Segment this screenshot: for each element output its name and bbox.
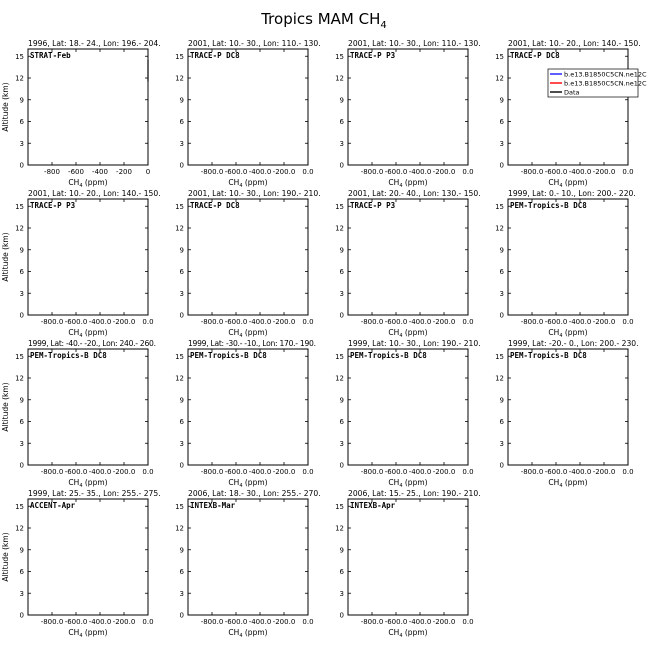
x-tick-label: -600.0 (224, 318, 248, 326)
y-axis-label: Altitude (km) (1, 232, 10, 282)
panel-header: 2001, Lat: 10.- 30., Lon: 110.- 130. (188, 39, 321, 48)
panel-12 (495, 339, 638, 489)
y-tick-label: 15 (335, 502, 344, 511)
y-tick-label: 15 (175, 352, 184, 361)
campaign-label: PEM-Tropics-B DC8 (350, 351, 427, 360)
x-axis-label-subscript: 4 (239, 483, 243, 489)
x-tick-label: -600.0 (384, 618, 408, 626)
y-tick-label: 6 (19, 418, 24, 426)
y-tick-label: 3 (339, 139, 344, 148)
panel-10 (175, 339, 316, 489)
y-tick-label: 9 (179, 396, 184, 405)
x-axis-label-unit: (ppm) (82, 178, 108, 187)
x-tick-label: -200 (116, 168, 132, 176)
y-tick-label: 3 (339, 589, 344, 598)
x-axis-label-unit: (ppm) (562, 178, 588, 187)
x-tick-label: -800.0 (520, 318, 544, 326)
x-axis-label-subscript: 4 (559, 183, 563, 189)
x-axis-label-unit: (ppm) (562, 328, 588, 337)
x-axis-label (228, 478, 267, 489)
y-tick-label: 12 (15, 374, 24, 383)
x-axis-label-main: CH (228, 628, 240, 637)
y-tick-label: 0 (19, 611, 24, 620)
y-tick-label: 15 (15, 202, 24, 211)
y-tick-label: 15 (335, 52, 344, 61)
x-tick-label: -600.0 (64, 468, 88, 476)
x-tick-label: -600.0 (224, 468, 248, 476)
x-tick-label: -800.0 (200, 168, 224, 176)
panel-header: 1999, Lat: -30.- -10., Lon: 170.- 190. (188, 339, 316, 348)
y-tick-label: 12 (495, 74, 504, 83)
x-tick-label: -400 (92, 168, 108, 176)
x-tick-label: -800.0 (360, 618, 384, 626)
x-tick-label: -200.0 (592, 318, 616, 326)
panel-grid (1, 39, 647, 639)
campaign-label: PEM-Tropics-B DC8 (510, 201, 587, 210)
x-axis-label-subscript: 4 (79, 483, 83, 489)
x-tick-label: -400.0 (408, 168, 432, 176)
x-tick-label: 0.0 (142, 318, 154, 326)
x-tick-label: 0.0 (622, 468, 634, 476)
x-tick-label: -200.0 (112, 318, 136, 326)
y-tick-label: 3 (19, 439, 24, 448)
y-tick-label: 9 (19, 546, 24, 555)
y-tick-label: 0 (339, 461, 344, 470)
y-axis-label: Altitude (km) (1, 82, 10, 132)
y-tick-label: 12 (15, 224, 24, 233)
x-axis-label-unit: (ppm) (82, 628, 108, 637)
x-tick-label: -800.0 (200, 318, 224, 326)
x-tick-label: -800.0 (520, 168, 544, 176)
y-tick-label: 3 (179, 289, 184, 298)
x-tick-label: 0.0 (462, 168, 474, 176)
y-tick-label: 12 (175, 74, 184, 83)
figure-title-subscript: 4 (380, 20, 387, 31)
y-tick-label: 9 (179, 246, 184, 255)
x-tick-label: -800 (44, 168, 60, 176)
panel-7 (335, 189, 481, 339)
x-axis-label (228, 328, 267, 339)
plot-frame (348, 49, 468, 165)
x-tick-label: 0.0 (302, 468, 314, 476)
y-tick-label: 0 (179, 311, 184, 320)
x-axis-label-subscript: 4 (239, 183, 243, 189)
x-tick-label: -600.0 (384, 468, 408, 476)
y-tick-label: 6 (19, 118, 24, 126)
legend (548, 69, 647, 97)
x-axis-label-unit: (ppm) (402, 478, 428, 487)
panel-header: 2001, Lat: 10.- 30., Lon: 190.- 210. (188, 189, 321, 198)
legend-entry-label: b.e13.B1850C5CN.ne12C (564, 70, 647, 79)
x-axis-label (548, 478, 587, 489)
x-tick-label: 0.0 (462, 618, 474, 626)
x-tick-label: -200.0 (592, 468, 616, 476)
plot-frame (188, 499, 308, 615)
x-axis-label-unit: (ppm) (402, 178, 428, 187)
y-tick-label: 12 (335, 224, 344, 233)
y-tick-label: 9 (339, 546, 344, 555)
y-tick-label: 12 (175, 374, 184, 383)
plot-frame (188, 199, 308, 315)
x-axis-label (228, 628, 267, 639)
x-axis-label-main: CH (388, 628, 400, 637)
y-tick-label: 0 (179, 611, 184, 620)
y-tick-label: 15 (15, 502, 24, 511)
y-tick-label: 0 (19, 311, 24, 320)
y-tick-label: 12 (175, 524, 184, 533)
x-tick-label: -200.0 (272, 168, 296, 176)
x-axis-label-main: CH (68, 478, 80, 487)
legend-entry-label: b.e13.B1850C5CN.ne12C (564, 79, 647, 88)
x-tick-label: -200.0 (272, 618, 296, 626)
x-tick-label: -400.0 (408, 618, 432, 626)
y-tick-label: 12 (495, 224, 504, 233)
y-tick-label: 0 (19, 161, 24, 170)
x-tick-label: -200.0 (272, 468, 296, 476)
x-tick-label: -800.0 (360, 468, 384, 476)
y-tick-label: 6 (19, 268, 24, 276)
y-tick-label: 3 (499, 439, 504, 448)
panel-14 (175, 489, 321, 639)
y-tick-label: 9 (339, 96, 344, 105)
panel-13 (1, 489, 161, 639)
x-axis-label-subscript: 4 (559, 483, 563, 489)
y-tick-label: 3 (179, 439, 184, 448)
y-tick-label: 15 (495, 202, 504, 211)
plot-frame (188, 349, 308, 465)
panel-header: 1996, Lat: 18.- 24., Lon: 196.- 204. (28, 39, 161, 48)
campaign-label: INTEXB-Mar (190, 501, 236, 510)
y-tick-label: 0 (179, 161, 184, 170)
campaign-label: TRACE-P P3 (350, 201, 396, 210)
y-tick-label: 0 (339, 611, 344, 620)
panel-11 (335, 339, 481, 489)
panel-header: 2001, Lat: 20.- 40., Lon: 130.- 150. (348, 189, 481, 198)
panel-header: 2001, Lat: 10.- 20., Lon: 140.- 150. (508, 39, 641, 48)
x-tick-label: 0.0 (462, 468, 474, 476)
panel-6 (175, 189, 321, 339)
x-tick-label: 0.0 (142, 618, 154, 626)
x-tick-label: -200.0 (432, 168, 456, 176)
x-axis-label-main: CH (548, 178, 560, 187)
x-tick-label: -400.0 (248, 168, 272, 176)
x-tick-label: 0 (145, 168, 151, 176)
x-axis-label (228, 178, 267, 189)
x-axis-label-main: CH (548, 328, 560, 337)
x-axis-label-main: CH (388, 178, 400, 187)
campaign-label: PEM-Tropics-B DC8 (190, 351, 267, 360)
plot-frame (508, 49, 628, 165)
plot-frame (508, 349, 628, 465)
y-tick-label: 9 (339, 396, 344, 405)
panel-header: 1999, Lat: 25.- 35., Lon: 255.- 275. (28, 489, 161, 498)
x-axis-label-main: CH (68, 628, 80, 637)
x-axis-label-unit: (ppm) (242, 328, 268, 337)
x-axis-label-main: CH (228, 178, 240, 187)
y-axis-label: Altitude (km) (1, 382, 10, 432)
y-tick-label: 9 (19, 396, 24, 405)
y-tick-label: 12 (495, 374, 504, 383)
x-tick-label: -400.0 (408, 318, 432, 326)
x-axis-label (68, 628, 107, 639)
campaign-label: TRACE-P P3 (350, 51, 396, 60)
y-tick-label: 15 (335, 352, 344, 361)
x-tick-label: -800.0 (40, 618, 64, 626)
x-axis-label-unit: (ppm) (402, 628, 428, 637)
figure-title (260, 10, 387, 31)
panel-header: 2006, Lat: 18.- 30., Lon: 255.- 270. (188, 489, 321, 498)
x-axis-label-subscript: 4 (239, 333, 243, 339)
y-tick-label: 3 (339, 289, 344, 298)
x-axis-label-subscript: 4 (79, 183, 83, 189)
x-axis-label-unit: (ppm) (242, 478, 268, 487)
y-tick-label: 12 (175, 224, 184, 233)
y-tick-label: 6 (339, 568, 344, 576)
x-axis-label-subscript: 4 (79, 333, 83, 339)
y-tick-label: 6 (179, 268, 184, 276)
x-axis-label-subscript: 4 (399, 483, 403, 489)
panel-header: 1999, Lat: -20.- 0., Lon: 200.- 230. (508, 339, 639, 348)
y-tick-label: 0 (179, 461, 184, 470)
y-tick-label: 15 (15, 352, 24, 361)
panel-2 (175, 39, 321, 189)
x-tick-label: -800.0 (200, 468, 224, 476)
y-tick-label: 15 (175, 502, 184, 511)
y-tick-label: 3 (179, 139, 184, 148)
x-tick-label: -200.0 (112, 618, 136, 626)
y-tick-label: 12 (335, 74, 344, 83)
y-tick-label: 0 (19, 461, 24, 470)
x-axis-label (388, 478, 427, 489)
panel-5 (1, 189, 161, 339)
y-tick-label: 12 (15, 74, 24, 83)
y-tick-label: 12 (335, 374, 344, 383)
x-axis-label-unit: (ppm) (562, 478, 588, 487)
x-axis-label-main: CH (388, 478, 400, 487)
x-tick-label: 0.0 (302, 168, 314, 176)
x-axis-label-main: CH (228, 478, 240, 487)
plot-frame (28, 349, 148, 465)
x-axis-label-unit: (ppm) (82, 328, 108, 337)
x-tick-label: -200.0 (432, 618, 456, 626)
x-axis-label (388, 328, 427, 339)
panel-header: 1999, Lat: 10.- 30., Lon: 190.- 210. (348, 339, 481, 348)
plot-frame (348, 499, 468, 615)
x-axis-label (68, 478, 107, 489)
x-tick-label: -800.0 (40, 318, 64, 326)
x-tick-label: -200.0 (432, 468, 456, 476)
x-tick-label: -200.0 (592, 168, 616, 176)
y-tick-label: 9 (499, 96, 504, 105)
x-tick-label: -800.0 (40, 468, 64, 476)
y-tick-label: 3 (499, 289, 504, 298)
y-tick-label: 6 (499, 418, 504, 426)
plot-frame (28, 499, 148, 615)
plot-frame (508, 199, 628, 315)
plot-frame (348, 199, 468, 315)
campaign-label: TRACE-P DC8 (190, 201, 240, 210)
x-axis-label (388, 628, 427, 639)
panel-9 (1, 339, 156, 489)
x-axis-label-subscript: 4 (79, 633, 83, 639)
campaign-label: PEM-Tropics-B DC8 (510, 351, 587, 360)
x-axis-label (68, 328, 107, 339)
x-axis-label (388, 178, 427, 189)
x-tick-label: -400.0 (568, 318, 592, 326)
x-axis-label (68, 178, 107, 189)
x-axis-label-subscript: 4 (399, 333, 403, 339)
y-tick-label: 3 (499, 139, 504, 148)
y-tick-label: 9 (499, 246, 504, 255)
x-tick-label: -600.0 (384, 168, 408, 176)
x-tick-label: -600.0 (544, 468, 568, 476)
legend-entry-label: Data (564, 88, 580, 97)
x-axis-label-unit: (ppm) (242, 178, 268, 187)
x-tick-label: -200.0 (112, 468, 136, 476)
x-tick-label: -600.0 (224, 618, 248, 626)
panel-3 (335, 39, 481, 189)
y-tick-label: 15 (175, 202, 184, 211)
x-tick-label: -400.0 (568, 168, 592, 176)
campaign-label: PEM-Tropics-B DC8 (30, 351, 107, 360)
y-tick-label: 6 (19, 568, 24, 576)
y-tick-label: 15 (495, 352, 504, 361)
y-tick-label: 0 (499, 311, 504, 320)
y-tick-label: 12 (335, 524, 344, 533)
x-tick-label: 0.0 (302, 618, 314, 626)
x-axis-label-subscript: 4 (559, 333, 563, 339)
y-tick-label: 3 (19, 289, 24, 298)
y-tick-label: 6 (179, 418, 184, 426)
x-axis-label-subscript: 4 (399, 633, 403, 639)
y-tick-label: 0 (339, 161, 344, 170)
panel-header: 1999, Lat: -40.- -20., Lon: 240.- 260. (28, 339, 156, 348)
x-tick-label: -600.0 (544, 168, 568, 176)
campaign-label: STRAT-Feb (30, 51, 71, 60)
plot-frame (188, 49, 308, 165)
x-tick-label: -400.0 (568, 468, 592, 476)
y-tick-label: 6 (339, 118, 344, 126)
x-tick-label: -800.0 (360, 318, 384, 326)
x-tick-label: -200.0 (432, 318, 456, 326)
y-tick-label: 6 (499, 268, 504, 276)
x-axis-label-main: CH (228, 328, 240, 337)
x-tick-label: -400.0 (248, 318, 272, 326)
x-axis-label-main: CH (68, 328, 80, 337)
campaign-label: TRACE-P P3 (30, 201, 76, 210)
y-tick-label: 3 (179, 589, 184, 598)
x-tick-label: -400.0 (88, 618, 112, 626)
y-tick-label: 12 (15, 524, 24, 533)
x-tick-label: 0.0 (142, 468, 154, 476)
y-tick-label: 6 (499, 118, 504, 126)
x-tick-label: -800.0 (200, 618, 224, 626)
x-tick-label: -400.0 (88, 468, 112, 476)
panel-header: 1999, Lat: 0.- 10., Lon: 200.- 220. (508, 189, 636, 198)
y-tick-label: 6 (339, 418, 344, 426)
x-tick-label: 0.0 (622, 168, 634, 176)
x-axis-label-main: CH (548, 478, 560, 487)
plot-frame (28, 49, 148, 165)
campaign-label: TRACE-P DC8 (190, 51, 240, 60)
panel-header: 2001, Lat: 10.- 20., Lon: 140.- 150. (28, 189, 161, 198)
y-tick-label: 0 (339, 311, 344, 320)
x-tick-label: 0.0 (462, 318, 474, 326)
x-tick-label: 0.0 (302, 318, 314, 326)
y-tick-label: 3 (339, 439, 344, 448)
y-tick-label: 15 (175, 52, 184, 61)
x-tick-label: -400.0 (248, 618, 272, 626)
x-axis-label-main: CH (68, 178, 80, 187)
x-tick-label: -600.0 (64, 318, 88, 326)
y-tick-label: 9 (179, 546, 184, 555)
y-tick-label: 9 (339, 246, 344, 255)
y-tick-label: 6 (339, 268, 344, 276)
plot-frame (28, 199, 148, 315)
x-tick-label: -600.0 (224, 168, 248, 176)
campaign-label: ACCENT-Apr (30, 501, 76, 510)
y-tick-label: 9 (19, 96, 24, 105)
y-tick-label: 9 (179, 96, 184, 105)
x-tick-label: -400.0 (88, 318, 112, 326)
x-tick-label: -600.0 (544, 318, 568, 326)
y-tick-label: 6 (179, 568, 184, 576)
y-tick-label: 3 (19, 139, 24, 148)
y-tick-label: 9 (499, 396, 504, 405)
x-tick-label: -400.0 (408, 468, 432, 476)
panel-header: 2006, Lat: 15.- 25., Lon: 190.- 210. (348, 489, 481, 498)
x-axis-label-unit: (ppm) (402, 328, 428, 337)
x-tick-label: 0.0 (622, 318, 634, 326)
y-tick-label: 3 (19, 589, 24, 598)
x-tick-label: -600.0 (64, 618, 88, 626)
campaign-label: INTEXB-Apr (350, 501, 396, 510)
panel-header: 2001, Lat: 10.- 30., Lon: 110.- 130. (348, 39, 481, 48)
y-axis-label: Altitude (km) (1, 532, 10, 582)
panel-1 (1, 39, 161, 189)
x-axis-label (548, 328, 587, 339)
x-axis-label-unit: (ppm) (242, 628, 268, 637)
figure-title-main: Tropics MAM CH (261, 10, 381, 28)
campaign-label: TRACE-P DC8 (510, 51, 560, 60)
x-tick-label: -600.0 (384, 318, 408, 326)
panel-15 (335, 489, 481, 639)
y-tick-label: 0 (499, 461, 504, 470)
panel-4 (495, 39, 647, 189)
x-axis-label-main: CH (388, 328, 400, 337)
y-tick-label: 9 (19, 246, 24, 255)
plot-frame (348, 349, 468, 465)
y-tick-label: 15 (495, 52, 504, 61)
x-axis-label (548, 178, 587, 189)
x-tick-label: -200.0 (272, 318, 296, 326)
x-axis-label-subscript: 4 (399, 183, 403, 189)
x-tick-label: -600 (68, 168, 84, 176)
y-tick-label: 15 (335, 202, 344, 211)
x-axis-label-unit: (ppm) (82, 478, 108, 487)
x-tick-label: -800.0 (520, 468, 544, 476)
x-tick-label: -400.0 (248, 468, 272, 476)
x-axis-label-subscript: 4 (239, 633, 243, 639)
y-tick-label: 6 (179, 118, 184, 126)
panel-8 (495, 189, 636, 339)
y-tick-label: 0 (499, 161, 504, 170)
x-tick-label: -800.0 (360, 168, 384, 176)
y-tick-label: 15 (15, 52, 24, 61)
